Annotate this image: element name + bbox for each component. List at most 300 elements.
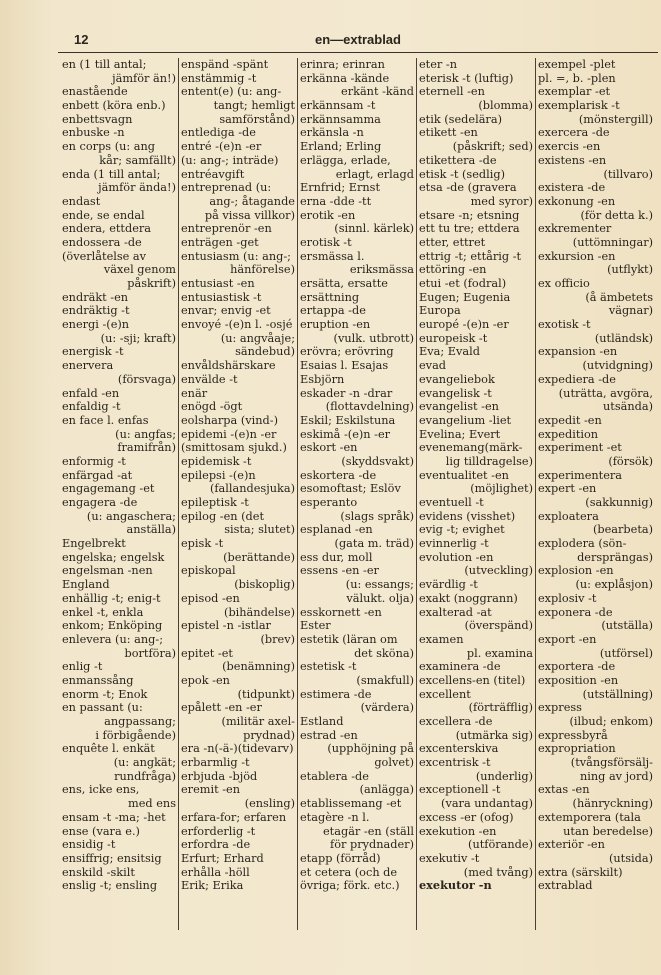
entry-line: enervera [62, 359, 114, 373]
entry-line: (flottavdelning) [325, 400, 414, 414]
entry-line: envoyé -(e)n l. -osjé [181, 318, 293, 332]
entry-line: Erfurt; Erhard [181, 851, 264, 865]
entry-line: erhålla -höll [181, 865, 250, 879]
entry-line: eventuell -t [419, 496, 484, 509]
entry-line: (sakkunnig) [585, 496, 653, 509]
entry-line: (tillvaro) [603, 167, 653, 181]
entry-line: exposition -en [538, 673, 619, 687]
page-number: 12 [74, 32, 89, 47]
entry-line: enbuske -n [62, 126, 125, 140]
entry-line: (benämning) [222, 660, 295, 674]
entry-line: extra (särskilt) [538, 865, 623, 879]
column-4 [417, 58, 536, 930]
page-header [60, 32, 641, 50]
entry-line: entlediga -de [181, 126, 256, 140]
entry-line: (sinnl. kärlek) [334, 222, 414, 236]
entry-line: estetik (läran om [300, 632, 398, 646]
entry-line: ersättning [300, 290, 360, 304]
entry-line: engelsman -nen [62, 564, 153, 578]
entry-line: episod -en [181, 591, 240, 605]
entry-line: enträgen -get [181, 235, 259, 249]
entry-line: (tvångsförsälj- [570, 756, 653, 770]
entry-line: ett tu tre; ettdera [419, 222, 520, 236]
entry-line: exemplarisk -t [538, 99, 620, 113]
entry-line: estetisk -t [300, 660, 357, 674]
entry-line: (förträfflig) [468, 701, 533, 715]
entry-line: experiment -et [538, 441, 622, 455]
entry-line: (bearbeta) [592, 523, 653, 537]
entry-line: ersätta, ersatte [300, 277, 388, 290]
entry-line: jämför ända!) [98, 181, 176, 195]
entry-line: exemplar -et [538, 85, 611, 99]
entry-line: eskort -en [300, 441, 358, 455]
entry-line: erbjuda -bjöd [181, 769, 258, 783]
entry-line: Erland; Erling [300, 140, 382, 154]
entry-line: evenemang(märk- [419, 441, 523, 455]
entry-line: epitet -et [181, 646, 233, 660]
entry-line: exportera -de [538, 660, 616, 674]
entry-line: kår; samfällt) [99, 153, 176, 167]
entry-line: (fallandesjuka) [209, 482, 295, 496]
entry-line: erlägga, erlade, [300, 153, 391, 167]
entry-line: evolution -en [419, 550, 494, 564]
entry-line: enfärgad -at [62, 468, 133, 482]
entry-line: expedition [538, 427, 599, 441]
entry-line: enstämmig -t [181, 71, 257, 85]
entry-line: extrablad [538, 879, 593, 893]
entry-line: enspänd -spänt [181, 58, 269, 71]
entry-line: estrad -en [300, 728, 358, 742]
entry-line: erkännsam -t [300, 99, 376, 113]
entry-line: enorm -t; Enok [62, 687, 148, 701]
columns-container [60, 58, 658, 930]
entry-line: (överlåtelse av [62, 249, 147, 263]
entry-line: enastående [62, 85, 128, 99]
entry-line: (u: angvåaje; [220, 331, 295, 345]
entry-line: pl. examina [466, 646, 533, 660]
entry-line: (värdera) [360, 701, 414, 715]
entry-line: för prydnader) [330, 838, 414, 852]
entry-line: enskild -skilt [62, 865, 135, 879]
entry-line: (vulk. utbrott) [333, 331, 414, 345]
entry-line: (u: ang-; inträde) [181, 153, 279, 167]
entry-line: (ilbud; enkom) [569, 715, 653, 728]
entry-line: lig tilldragelse) [445, 454, 533, 468]
entry-line: explosion -en [538, 564, 614, 578]
entry-line: Eskil; Eskilstuna [300, 413, 396, 427]
entry-line: excentrisk -t [419, 756, 491, 770]
entry-line: enfald -en [62, 386, 120, 400]
entry-line: existera -de [538, 181, 606, 195]
entry-line: examinera -de [419, 660, 501, 674]
entry-line: med ens [128, 797, 176, 811]
entry-line: (ensling) [244, 797, 295, 811]
entry-line: ess dur, moll [300, 550, 373, 564]
entry-line: expedit -en [538, 413, 602, 427]
entry-line: (utförande) [468, 838, 533, 852]
entry-line: eremit -en [181, 783, 241, 797]
entry-line: epidemisk -t [181, 454, 252, 468]
entry-line: framifrån) [117, 441, 176, 455]
entry-line: etikett -en [419, 126, 478, 140]
entry-line: enär [181, 386, 208, 400]
entry-line: epok -en [181, 673, 230, 687]
entry-line: expressbyrå [538, 728, 608, 742]
entry-line: Esaias l. Esajas [300, 359, 389, 373]
entry-line: etapp (förråd) [300, 851, 381, 865]
entry-line: jämför än!) [112, 71, 176, 85]
entry-line: (berättande) [223, 550, 295, 564]
entry-line: (vara undantag) [441, 797, 533, 811]
entry-line: erfordra -de [181, 838, 251, 852]
entry-line: envälde -t [181, 372, 238, 386]
entry-line: (anlägga) [359, 783, 414, 797]
entry-line: et cetera (och de [300, 865, 398, 879]
entry-line: Estland [300, 715, 344, 728]
entry-line: enkom; Enköping [62, 619, 163, 633]
entry-line: rundfråga) [114, 769, 176, 783]
entry-line: erkänsla -n [300, 126, 364, 140]
entry-line: enslig -t; ensling [62, 879, 158, 893]
entry-line: pl. =, b. -plen [538, 71, 616, 85]
entry-line: entusiast -en [181, 277, 255, 290]
entry-line: (underlig) [475, 769, 533, 783]
entry-line: explodera (sön- [538, 537, 627, 551]
entry-line: extemporera (tala [538, 810, 641, 824]
entry-line: epålett -en -er [181, 701, 262, 715]
entry-line: etagère -n l. [300, 810, 370, 824]
entry-line: entusiasm (u: ang-; [181, 249, 291, 263]
entry-line: välukt. olja) [346, 591, 414, 605]
entry-line: angpassang; [104, 715, 176, 728]
entry-line: esomoftast; Eslöv [300, 482, 401, 496]
entry-line: växel genom [103, 263, 176, 277]
entry-line: ertappa -de [300, 304, 366, 318]
column-2 [179, 58, 298, 930]
entry-line: erinra; erinran [300, 58, 385, 71]
entry-line: Eva; Evald [419, 345, 480, 359]
entry-line: exercis -en [538, 140, 601, 154]
entry-line: epileptisk -t [181, 496, 249, 509]
entry-line: i förbigående) [95, 728, 176, 742]
entry-line: ex officio [538, 277, 590, 290]
entry-line: exekutor -n [419, 879, 492, 893]
entry-line: (slags språk) [340, 509, 414, 523]
entry-line: eolsharpa (vind-) [181, 413, 278, 427]
entry-line: tangt; hemligt [213, 99, 295, 113]
entry-line: eskader -n -drar [300, 386, 393, 400]
entry-line: ettrig -t; ettårig -t [419, 249, 522, 263]
entry-line: Eugen; Eugenia [419, 290, 511, 304]
entry-line: (utländsk) [594, 331, 653, 345]
entry-line: Engelbrekt [62, 537, 126, 551]
entry-line: exceptionell -t [419, 783, 501, 797]
entry-line: evangelisk -t [419, 386, 492, 400]
entry-line: endräktig -t [62, 304, 130, 318]
entry-line: (biskoplig) [234, 578, 295, 592]
entry-line: esperanto [300, 496, 358, 509]
entry-line: extas -en [538, 783, 590, 797]
entry-line: expropriation [538, 742, 616, 756]
entry-line: etablissemang -et [300, 797, 402, 811]
entry-line: (för detta k.) [580, 208, 653, 222]
entry-line: esskornett -en [300, 605, 382, 619]
entry-line: ning av jord) [579, 769, 653, 783]
entry-line: (hänryckning) [572, 797, 653, 811]
entry-line: energisk -t [62, 345, 124, 359]
entry-line: eskimå -(e)n -er [300, 427, 391, 441]
entry-line: endera, ettdera [62, 222, 152, 236]
entry-line: ende, se endal [62, 208, 145, 222]
entry-line: exkrementer [538, 222, 612, 236]
entry-line: en (1 till antal; [62, 58, 147, 71]
entry-line: entré -(e)n -er [181, 140, 262, 154]
entry-line: examen [419, 632, 464, 646]
entry-line: ensidig -t [62, 838, 116, 852]
entry-line: eternell -en [419, 85, 485, 99]
entry-line: utan beredelse) [563, 824, 653, 838]
entry-line: (utställning) [582, 687, 653, 701]
entry-line: endräkt -en [62, 290, 129, 304]
entry-line: era -n(-ä-)(tidevarv) [181, 742, 294, 756]
entry-line: en corps (u: ang [62, 140, 156, 154]
entry-line: eter -n [419, 58, 457, 71]
entry-line: eventualitet -en [419, 468, 509, 482]
entry-line: erkänt -känd [341, 85, 414, 99]
entry-line: hänförelse) [230, 263, 295, 277]
entry-line: evangeliebok [419, 372, 495, 386]
entry-line: en passant (u: [62, 701, 143, 715]
entry-line: (u: angfas; [115, 427, 176, 441]
entry-line: (överspänd) [464, 619, 533, 633]
entry-line: exteriör -en [538, 838, 605, 852]
entry-line: excellera -de [419, 715, 493, 728]
entry-line: (bihändelse) [224, 605, 295, 619]
entry-line: enbett (köra enb.) [62, 99, 166, 113]
entry-line: erfara-for; erfaren [181, 810, 287, 824]
entry-line: evidens (visshet) [419, 509, 516, 523]
entry-line: erkännsamma [300, 112, 381, 126]
entry-line: entréavgift [181, 167, 245, 181]
entry-line: (upphöjning på [327, 742, 414, 756]
entry-line: (blomma) [478, 99, 533, 113]
entry-line: enlig -t [62, 660, 103, 674]
entry-line: ensiffrig; ensitsig [62, 851, 162, 865]
entry-line: (utveckling) [464, 564, 533, 578]
entry-line: (utmärka sig) [455, 728, 533, 742]
entry-line: Europa [419, 304, 461, 318]
entry-line: enfaldig -t [62, 400, 121, 414]
entry-line: (påskrift; sed) [452, 140, 533, 154]
entry-line: (tidpunkt) [237, 687, 295, 701]
entry-line: (skyddsvakt) [341, 454, 414, 468]
entry-line: eriksmässa [349, 263, 414, 277]
entry-line: explosiv -t [538, 591, 597, 605]
entry-line: evangelist -en [419, 400, 499, 414]
entry-line: etsa -de (gravera [419, 181, 517, 195]
entry-line: (smittosam sjukd.) [181, 441, 287, 455]
entry-line: (gata m. träd) [334, 537, 414, 551]
entry-line: erövra; erövring [300, 345, 394, 359]
entry-line: entreprenör -en [181, 222, 272, 236]
entry-line: erna -dde -tt [300, 194, 372, 208]
entry-line: (utvidgning) [582, 359, 653, 373]
entry-line: (brev) [260, 632, 295, 646]
entry-line: erotisk -t [300, 235, 352, 249]
column-3 [298, 58, 417, 930]
entry-line: esplanad -en [300, 523, 373, 537]
entry-line: engelska; engelsk [62, 550, 165, 564]
entry-line: entusiastisk -t [181, 290, 262, 304]
entry-line: estimera -de [300, 687, 372, 701]
entry-line: excenterskiva [419, 742, 499, 756]
entry-line: existens -en [538, 153, 607, 167]
entry-line: (försök) [608, 454, 653, 468]
entry-line: ensam -t -ma; -het [62, 810, 166, 824]
entry-line: entent(e) (u: ang- [181, 85, 282, 99]
entry-line: enformig -t [62, 454, 126, 468]
entry-line: exempel -plet [538, 58, 616, 71]
entry-line: (u: explåsjon) [575, 578, 653, 592]
entry-line: (uttömningar) [572, 235, 653, 249]
entry-line: (uträtta, avgöra, [558, 386, 653, 400]
entry-line: enögd -ögt [181, 400, 243, 414]
entry-line: (försvaga) [117, 372, 176, 386]
entry-line: etsare -n; etsning [419, 208, 520, 222]
entry-line: expert -en [538, 482, 597, 496]
entry-line: entreprenad (u: [181, 181, 272, 195]
entry-line: dersprängas) [577, 550, 653, 564]
entry-line: sändebud) [235, 345, 295, 359]
entry-line: enkel -t, enkla [62, 605, 144, 619]
entry-line: enmanssång [62, 673, 134, 687]
entry-line: europeisk -t [419, 331, 488, 345]
entry-line: evangelium -liet [419, 413, 512, 427]
entry-line: eskortera -de [300, 468, 377, 482]
entry-line: etikettera -de [419, 153, 497, 167]
entry-line: erkänna -kände [300, 71, 390, 85]
entry-line: (å ämbetets [585, 290, 653, 304]
entry-line: exercera -de [538, 126, 610, 140]
entry-line: på vissa villkor) [204, 208, 295, 222]
entry-line: (smakfull) [356, 673, 414, 687]
entry-line: ersmässa l. [300, 249, 365, 263]
entry-line: evärdlig -t [419, 578, 478, 592]
entry-line: England [62, 578, 110, 592]
entry-line: eruption -en [300, 318, 371, 332]
entry-line: export -en [538, 632, 597, 646]
entry-line: exotisk -t [538, 318, 591, 332]
entry-line: enda (1 till antal; [62, 167, 161, 181]
entry-line: excess -er (ofog) [419, 810, 514, 824]
column-1 [60, 58, 179, 930]
entry-line: erforderlig -t [181, 824, 256, 838]
entry-line: epidemi -(e)n -er [181, 427, 277, 441]
entry-line: evad [419, 359, 447, 373]
entry-line: exekution -en [419, 824, 497, 838]
entry-line: (med tvång) [463, 865, 533, 879]
entry-line: Ernfrid; Ernst [300, 181, 381, 195]
entry-line: etui -et (fodral) [419, 277, 507, 290]
entry-line: (militär axel- [221, 715, 295, 728]
running-head: en—extrablad [315, 32, 401, 47]
entry-line: eterisk -t (luftig) [419, 71, 514, 85]
entry-line: energi -(e)n [62, 318, 130, 332]
entry-line: engagemang -et [62, 482, 155, 496]
entry-line: enlevera (u: ang-; [62, 632, 163, 646]
entry-line: exkursion -en [538, 249, 616, 263]
entry-line: Ester [300, 619, 331, 633]
entry-line: ang-; åtagande [209, 194, 295, 208]
entry-line: anställa) [126, 523, 176, 537]
entry-line: utsända) [603, 400, 653, 414]
entry-line: exponera -de [538, 605, 613, 619]
entry-line: envåldshärskare [181, 359, 276, 373]
entry-line: essens -en -er [300, 564, 379, 578]
entry-line: erotik -en [300, 208, 356, 222]
entry-line: prydnad) [243, 728, 295, 742]
entry-line: expediera -de [538, 372, 616, 386]
entry-line: (utsida) [608, 851, 653, 865]
entry-line: enhällig -t; enig-t [62, 591, 161, 605]
entry-line: bortföra) [124, 646, 176, 660]
entry-line: Erik; Erika [181, 879, 244, 893]
entry-line: envar; envig -et [181, 304, 271, 318]
entry-line: Esbjörn [300, 372, 345, 386]
entry-line: vägnar) [608, 304, 653, 318]
entry-line: exakt (noggrann) [419, 591, 518, 605]
entry-line: endast [62, 194, 101, 208]
entry-line: express [538, 701, 582, 715]
entry-line: erbarmlig -t [181, 756, 250, 770]
entry-line: ense (vara e.) [62, 824, 140, 838]
entry-line: (u: essangs; [345, 578, 414, 592]
entry-line: Evelina; Evert [419, 427, 501, 441]
entry-line: exalterad -at [419, 605, 492, 619]
entry-line: erlagt, erlagd [335, 167, 414, 181]
entry-line: episkopal [181, 564, 236, 578]
entry-line: (mönstergill) [578, 112, 653, 126]
entry-line: det sköna) [354, 646, 414, 660]
entry-line: etter, ettret [419, 235, 486, 249]
entry-line: (utställa) [601, 619, 653, 633]
entry-line: påskrift) [127, 277, 176, 290]
entry-line: enquête l. enkät [62, 742, 155, 756]
entry-line: exekutiv -t [419, 851, 480, 865]
header-rule [58, 52, 658, 53]
entry-line: etik (sedelära) [419, 112, 502, 126]
entry-line: expansion -en [538, 345, 618, 359]
entry-line: etablera -de [300, 769, 369, 783]
entry-line: ettöring -en [419, 263, 487, 277]
entry-line: etisk -t (sedlig) [419, 167, 506, 181]
entry-line: epistel -n -istlar [181, 619, 271, 633]
column-5 [536, 58, 655, 930]
entry-line: evig -t; evighet [419, 523, 505, 537]
entry-line: etagär -en (ställ [323, 824, 414, 838]
entry-line: exploatera [538, 509, 599, 523]
entry-line: europé -(e)n -er [419, 318, 509, 332]
entry-line: övriga; förk. etc.) [300, 879, 400, 893]
entry-line: ens, icke ens, [62, 783, 140, 797]
entry-line: episk -t [181, 537, 224, 551]
entry-line: sista; slutet) [224, 523, 295, 537]
entry-line: (u: angaschera; [86, 509, 176, 523]
entry-line: engagera -de [62, 496, 138, 509]
entry-line: evinnerlig -t [419, 537, 489, 551]
entry-line: epilepsi -(e)n [181, 468, 256, 482]
entry-line: epilog -en (det [181, 509, 265, 523]
